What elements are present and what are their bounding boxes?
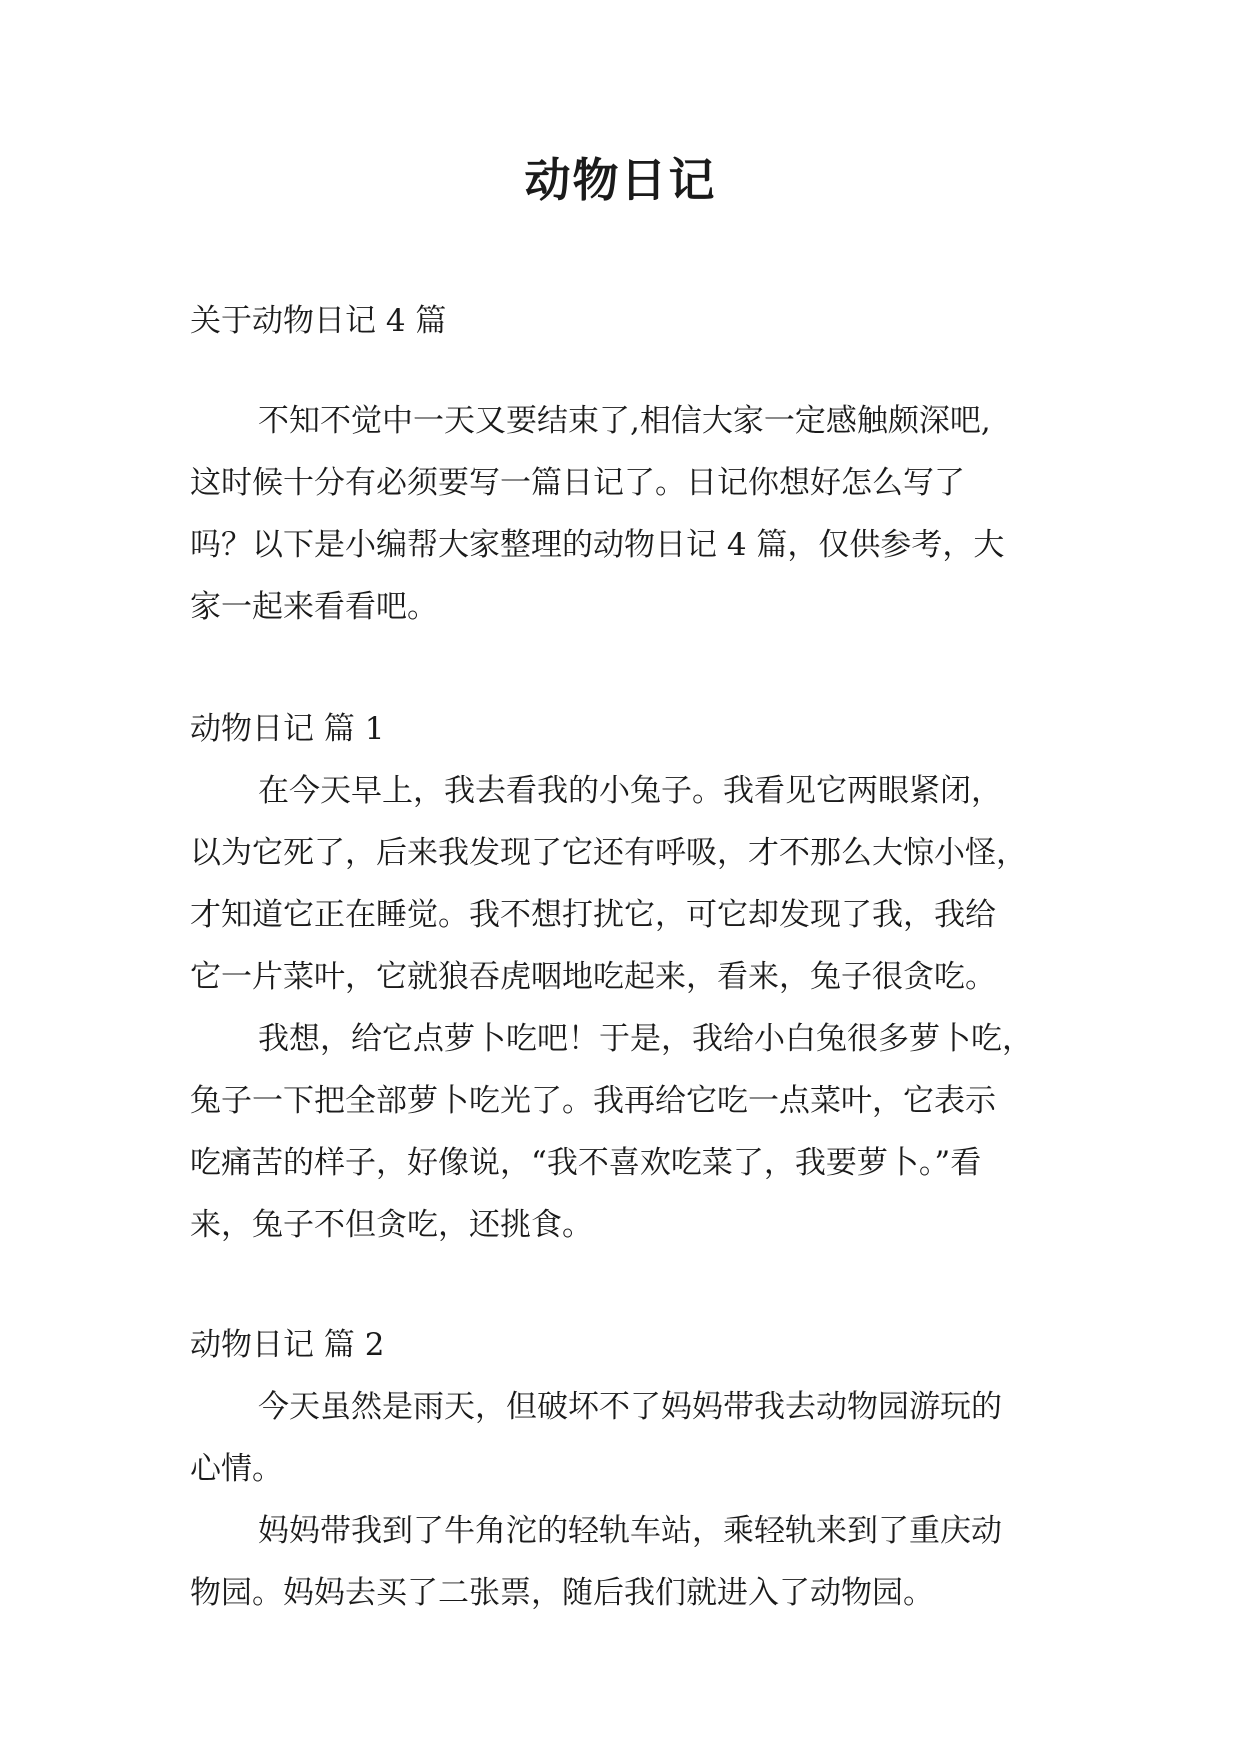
paragraph-line: 妈妈带我到了牛角沱的轻轨车站，乘轻轨来到了重庆动 — [258, 1513, 1002, 1549]
section1-paragraph-1 — [190, 760, 1070, 1008]
paragraph-line: 物园。妈妈去买了二张票，随后我们就进入了动物园。 — [190, 1575, 934, 1611]
intro-paragraph — [190, 390, 1070, 638]
section1-paragraph-2 — [190, 1008, 1070, 1256]
document-body — [190, 290, 1070, 1624]
paragraph-line: 在今天早上，我去看我的小兔子。我看见它两眼紧闭， — [258, 773, 1002, 809]
section2-paragraph-1 — [190, 1376, 1070, 1500]
paragraph-line: 吃痛苦的样子，好像说，“我不喜欢吃菜了，我要萝卜。”看 — [190, 1145, 982, 1181]
document-title: 动物日记 — [524, 153, 717, 207]
paragraph-line: 心情。 — [190, 1451, 283, 1487]
paragraph-line: 来，兔子不但贪吃，还挑食。 — [190, 1207, 593, 1243]
paragraph-line: 才知道它正在睡觉。我不想打扰它，可它却发现了我，我给 — [190, 897, 996, 933]
paragraph-line: 我想，给它点萝卜吃吧！于是，我给小白兔很多萝卜吃， — [258, 1021, 1033, 1057]
paragraph-line: 兔子一下把全部萝卜吃光了。我再给它吃一点菜叶，它表示 — [190, 1083, 996, 1119]
section2-paragraph-2 — [190, 1500, 1070, 1624]
paragraph-line: 以为它死了，后来我发现了它还有呼吸，才不那么大惊小怪， — [190, 835, 1027, 871]
section-heading-2: 动物日记 篇 2 — [190, 1327, 385, 1363]
paragraph-line: 这时候十分有必须要写一篇日记了。日记你想好怎么写了 — [190, 465, 965, 501]
subtitle: 关于动物日记 4 篇 — [190, 303, 447, 339]
paragraph-line: 今天虽然是雨天，但破坏不了妈妈带我去动物园游玩的 — [258, 1389, 1002, 1425]
paragraph-line: 吗？以下是小编帮大家整理的动物日记 4 篇，仅供参考，大 — [190, 527, 1005, 563]
section-heading-1: 动物日记 篇 1 — [190, 711, 385, 747]
paragraph-line: 它一片菜叶，它就狼吞虎咽地吃起来，看来，兔子很贪吃。 — [190, 959, 996, 995]
paragraph-line: 家一起来看看吧。 — [190, 589, 438, 625]
paragraph-line: 不知不觉中一天又要结束了,相信大家一定感触颇深吧, — [258, 403, 991, 439]
